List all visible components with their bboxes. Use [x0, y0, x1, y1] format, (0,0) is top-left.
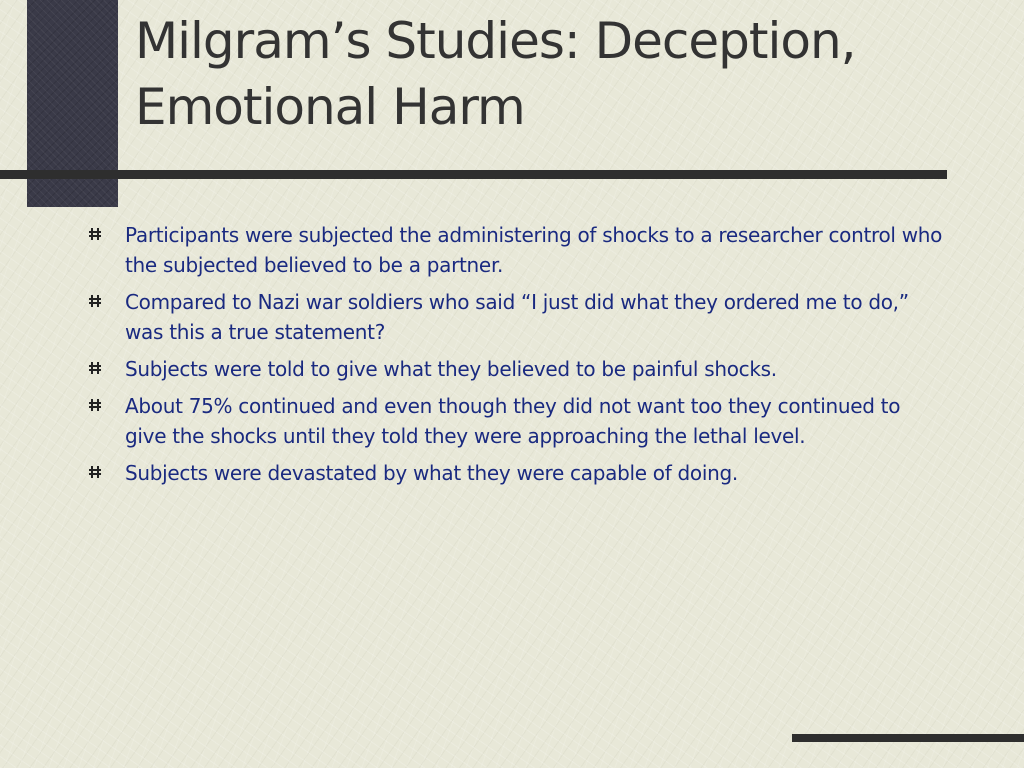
bullet-item — [86, 458, 946, 488]
bullet-item — [86, 354, 946, 384]
bullet-item — [86, 391, 946, 451]
hash-bullet-icon — [88, 465, 102, 479]
hash-bullet-icon — [88, 361, 102, 375]
hash-bullet-icon — [88, 294, 102, 308]
bullet-text: Participants were subjected the administering of shocks to a researcher control who the subjected believed to be a partner. — [125, 223, 943, 277]
bullet-text: Subjects were devastated by what they were capable of doing. — [125, 461, 738, 485]
bullet-text: Compared to Nazi war soldiers who said “I just did what they ordered me to do,” was this a true statement? — [125, 290, 909, 344]
bullet-text: About 75% continued and even though they did not want too they continued to give the shocks until they told they were approaching the lethal level. — [125, 394, 901, 448]
footer-divider-rule — [792, 734, 1024, 742]
bullet-list — [86, 220, 946, 495]
bullet-item — [86, 220, 946, 280]
bullet-text: Subjects were told to give what they believed to be painful shocks. — [125, 357, 777, 381]
slide-title: Milgram’s Studies: Deception, Emotional Harm — [135, 12, 856, 136]
hash-bullet-icon — [88, 227, 102, 241]
bullet-item — [86, 287, 946, 347]
hash-bullet-icon — [88, 398, 102, 412]
title-divider-rule — [0, 170, 947, 179]
